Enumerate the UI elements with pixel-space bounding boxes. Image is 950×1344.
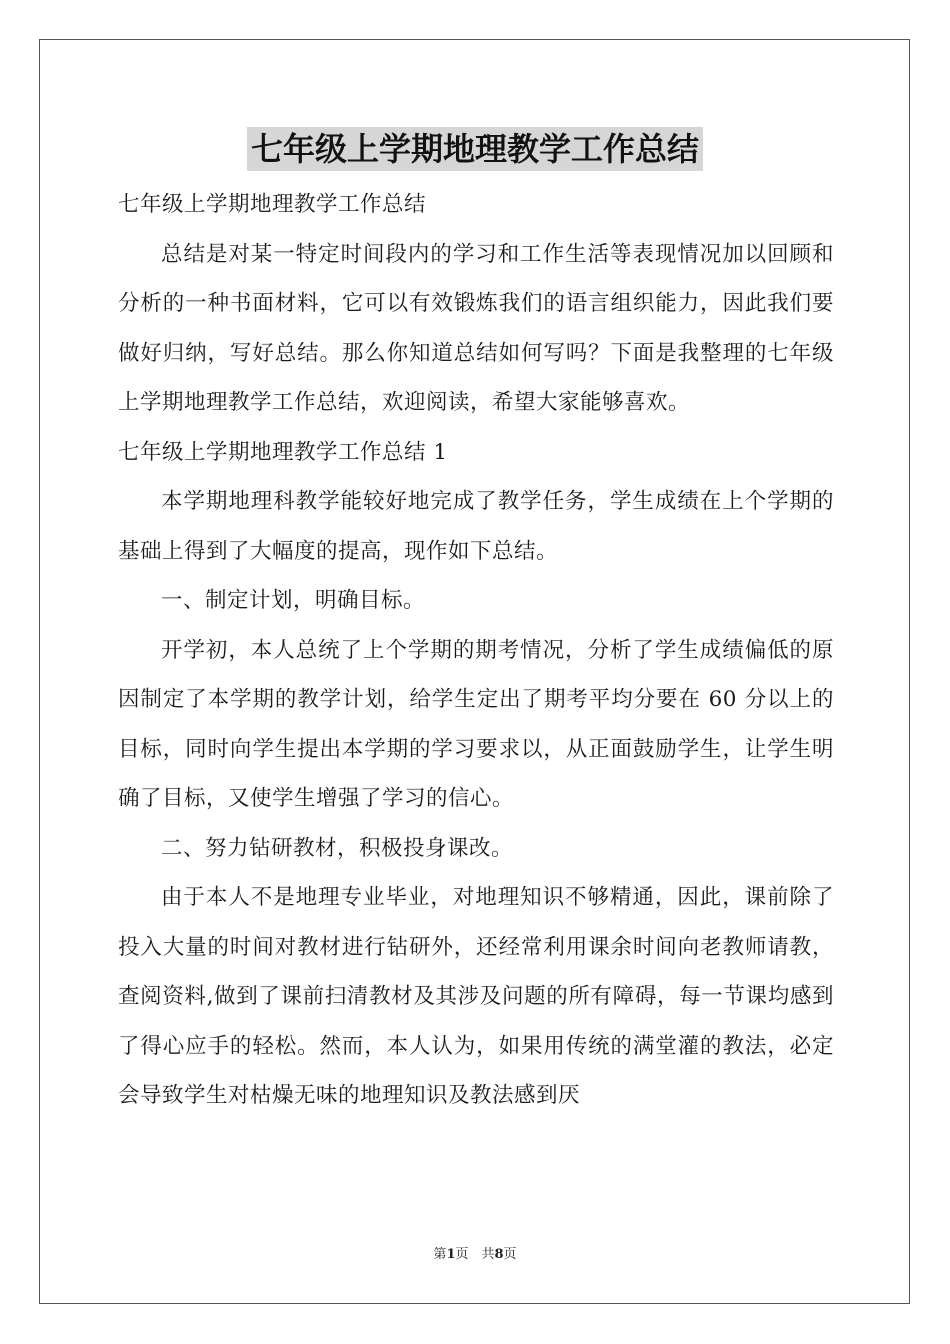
- paragraph-research: 由于本人不是地理专业毕业，对地理知识不够精通，因此，课前除了投入大量的时间对教材进行钻研外，还经常利用课余时间向老教师请教，查阅资料,做到了课前扫清教材及其涉及问题的所有障碍，每一节课均感到了得心应手的轻松。然而，本人认为，如果用传统的满堂灌的教法，必定会导致学生对枯燥无味的地理知识及教法感到厌: [118, 885, 834, 1108]
- paragraph-subtitle: 七年级上学期地理教学工作总结: [118, 192, 427, 217]
- footer-page-total: 8: [494, 1247, 504, 1262]
- document-body: [118, 180, 834, 1121]
- footer-page-current: 1: [446, 1247, 456, 1262]
- footer-page-prefix: 第: [433, 1247, 447, 1262]
- subheading-research: 二、努力钻研教材，积极投身课改。: [161, 835, 514, 861]
- footer-page-mid: 页 共: [455, 1247, 495, 1262]
- document-title: 七年级上学期地理教学工作总结: [247, 127, 703, 171]
- paragraph-intro: 总结是对某一特定时间段内的学习和工作生活等表现情况加以回顾和分析的一种书面材料，它可以有效锻炼我们的语言组织能力，因此我们要做好归纳，写好总结。那么你知道总结如何写吗？下面是我整理的七年级上学期地理教学工作总结，欢迎阅读，希望大家能够喜欢。: [118, 241, 834, 415]
- page-footer: [0, 1246, 950, 1264]
- title-container: [0, 127, 950, 171]
- footer-page-suffix: 页: [503, 1247, 517, 1262]
- subheading-plan: 一、制定计划，明确目标。: [161, 588, 426, 613]
- paragraph-plan: 开学初，本人总统了上个学期的期考情况，分析了学生成绩偏低的原因制定了本学期的教学计划，给学生定出了期考平均分要在 60 分以上的目标，同时向学生提出本学期的学习要求以，从正面鼓励学生，让学生明确了目标，又使学生增强了学习的信心。: [118, 637, 834, 811]
- paragraph-summary: 本学期地理科教学能较好地完成了教学任务，学生成绩在上个学期的基础上得到了大幅度的提高，现作如下总结。: [118, 489, 834, 564]
- section-heading-1: 七年级上学期地理教学工作总结 1: [118, 439, 448, 465]
